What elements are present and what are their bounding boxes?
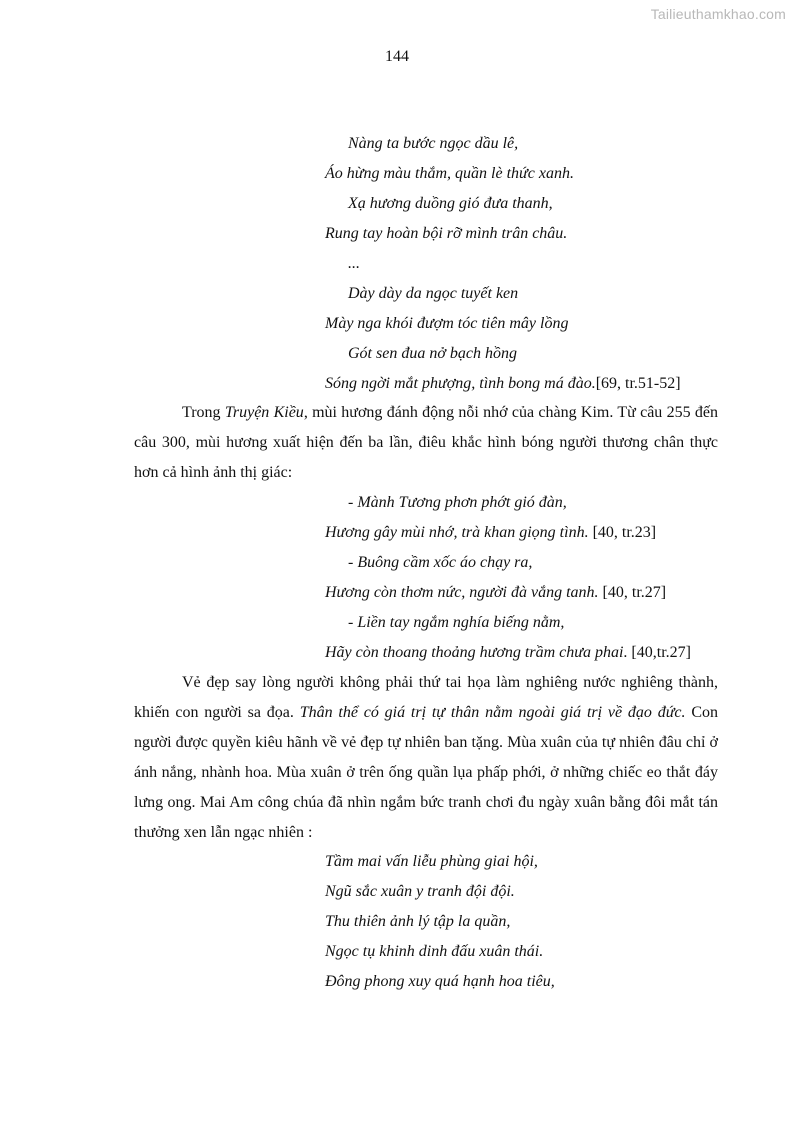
poem2-line: - Mành Tương phơn phớt gió đàn, bbox=[348, 494, 567, 511]
paragraph: Trong Truyện Kiều, mùi hương đánh động nỗi nhớ của chàng Kim. Từ câu 255 đến câu 300, mùi hương xuất hiện đến ba lần, điêu khắc hình bóng người thương chân thực hơn cả hình ảnh thị giác: bbox=[134, 404, 719, 481]
poem1-line: Áo hừng màu thắm, quần lè thức xanh. bbox=[325, 165, 574, 182]
poem3-line: Tầm mai vấn liễu phùng giai hội, bbox=[325, 853, 538, 870]
citation: [69, tr.51-52] bbox=[595, 375, 681, 392]
poem1-line: ... bbox=[348, 255, 360, 272]
poem3-line: Thu thiên ảnh lý tập la quần, bbox=[325, 913, 511, 930]
poem1-line: Nàng ta bước ngọc dầu lê, bbox=[348, 135, 519, 152]
poem3-line: Ngọc tụ khinh dinh đấu xuân thái. bbox=[325, 943, 544, 960]
citation: [40, tr.27] bbox=[598, 584, 667, 601]
citation: [40, tr.23] bbox=[588, 524, 657, 541]
poem2-line: Hương gây mùi nhớ, trà khan giọng tình. [40, tr.23] bbox=[325, 524, 657, 541]
poem2-line: Hương còn thơm nức, người đà vắng tanh. [40, tr.27] bbox=[325, 584, 667, 601]
poem3-line: Đông phong xuy quá hạnh hoa tiêu, bbox=[325, 973, 555, 990]
poem3-line: Ngũ sắc xuân y tranh đội đội. bbox=[325, 883, 515, 900]
poem1-line: Xạ hương duồng gió đưa thanh, bbox=[348, 195, 553, 212]
paragraph: Vẻ đẹp say lòng người không phải thứ tai họa làm nghiêng nước nghiêng thành, khiến con người sa đọa. Thân thể có giá trị tự thân nằm ngoài giá trị về đạo đức. Con người được quyền kiêu hãnh về vẻ đẹp tự nhiên ban tặng. Mùa xuân của tự nhiên đâu chỉ ở ánh nắng, nhành hoa. Mùa xuân ở trên ống quần lụa phấp phới, ở những chiếc eo thắt đáy lưng ong. Mai Am công chúa đã nhìn ngắm bức tranh chơi đu ngày xuân bằng đôi mắt tán thưởng xen lẫn ngạc nhiên : bbox=[134, 674, 719, 841]
poem2-line: Hãy còn thoang thoảng hương trầm chưa phai. [40,tr.27] bbox=[325, 644, 691, 661]
poem2-line: - Buông cầm xốc áo chạy ra, bbox=[348, 554, 533, 571]
poem1-line: Mày nga khói đượm tóc tiên mây lồng bbox=[325, 315, 569, 332]
citation: . [40,tr.27] bbox=[623, 644, 691, 661]
poem1-line: Gót sen đua nở bạch hồng bbox=[348, 345, 517, 362]
poem2-line: - Liền tay ngắm nghía biếng nằm, bbox=[348, 614, 565, 631]
poem1-line: Dày dày da ngọc tuyết ken bbox=[348, 285, 519, 302]
watermark: Tailieuthamkhao.com bbox=[650, 6, 786, 22]
poem1-line: Rung tay hoàn bội rỡ mình trân châu. bbox=[325, 225, 568, 242]
page-number: 144 bbox=[385, 48, 409, 65]
poem1-line: Sóng ngời mắt phượng, tình bong má đào.[69, tr.51-52] bbox=[325, 375, 681, 392]
